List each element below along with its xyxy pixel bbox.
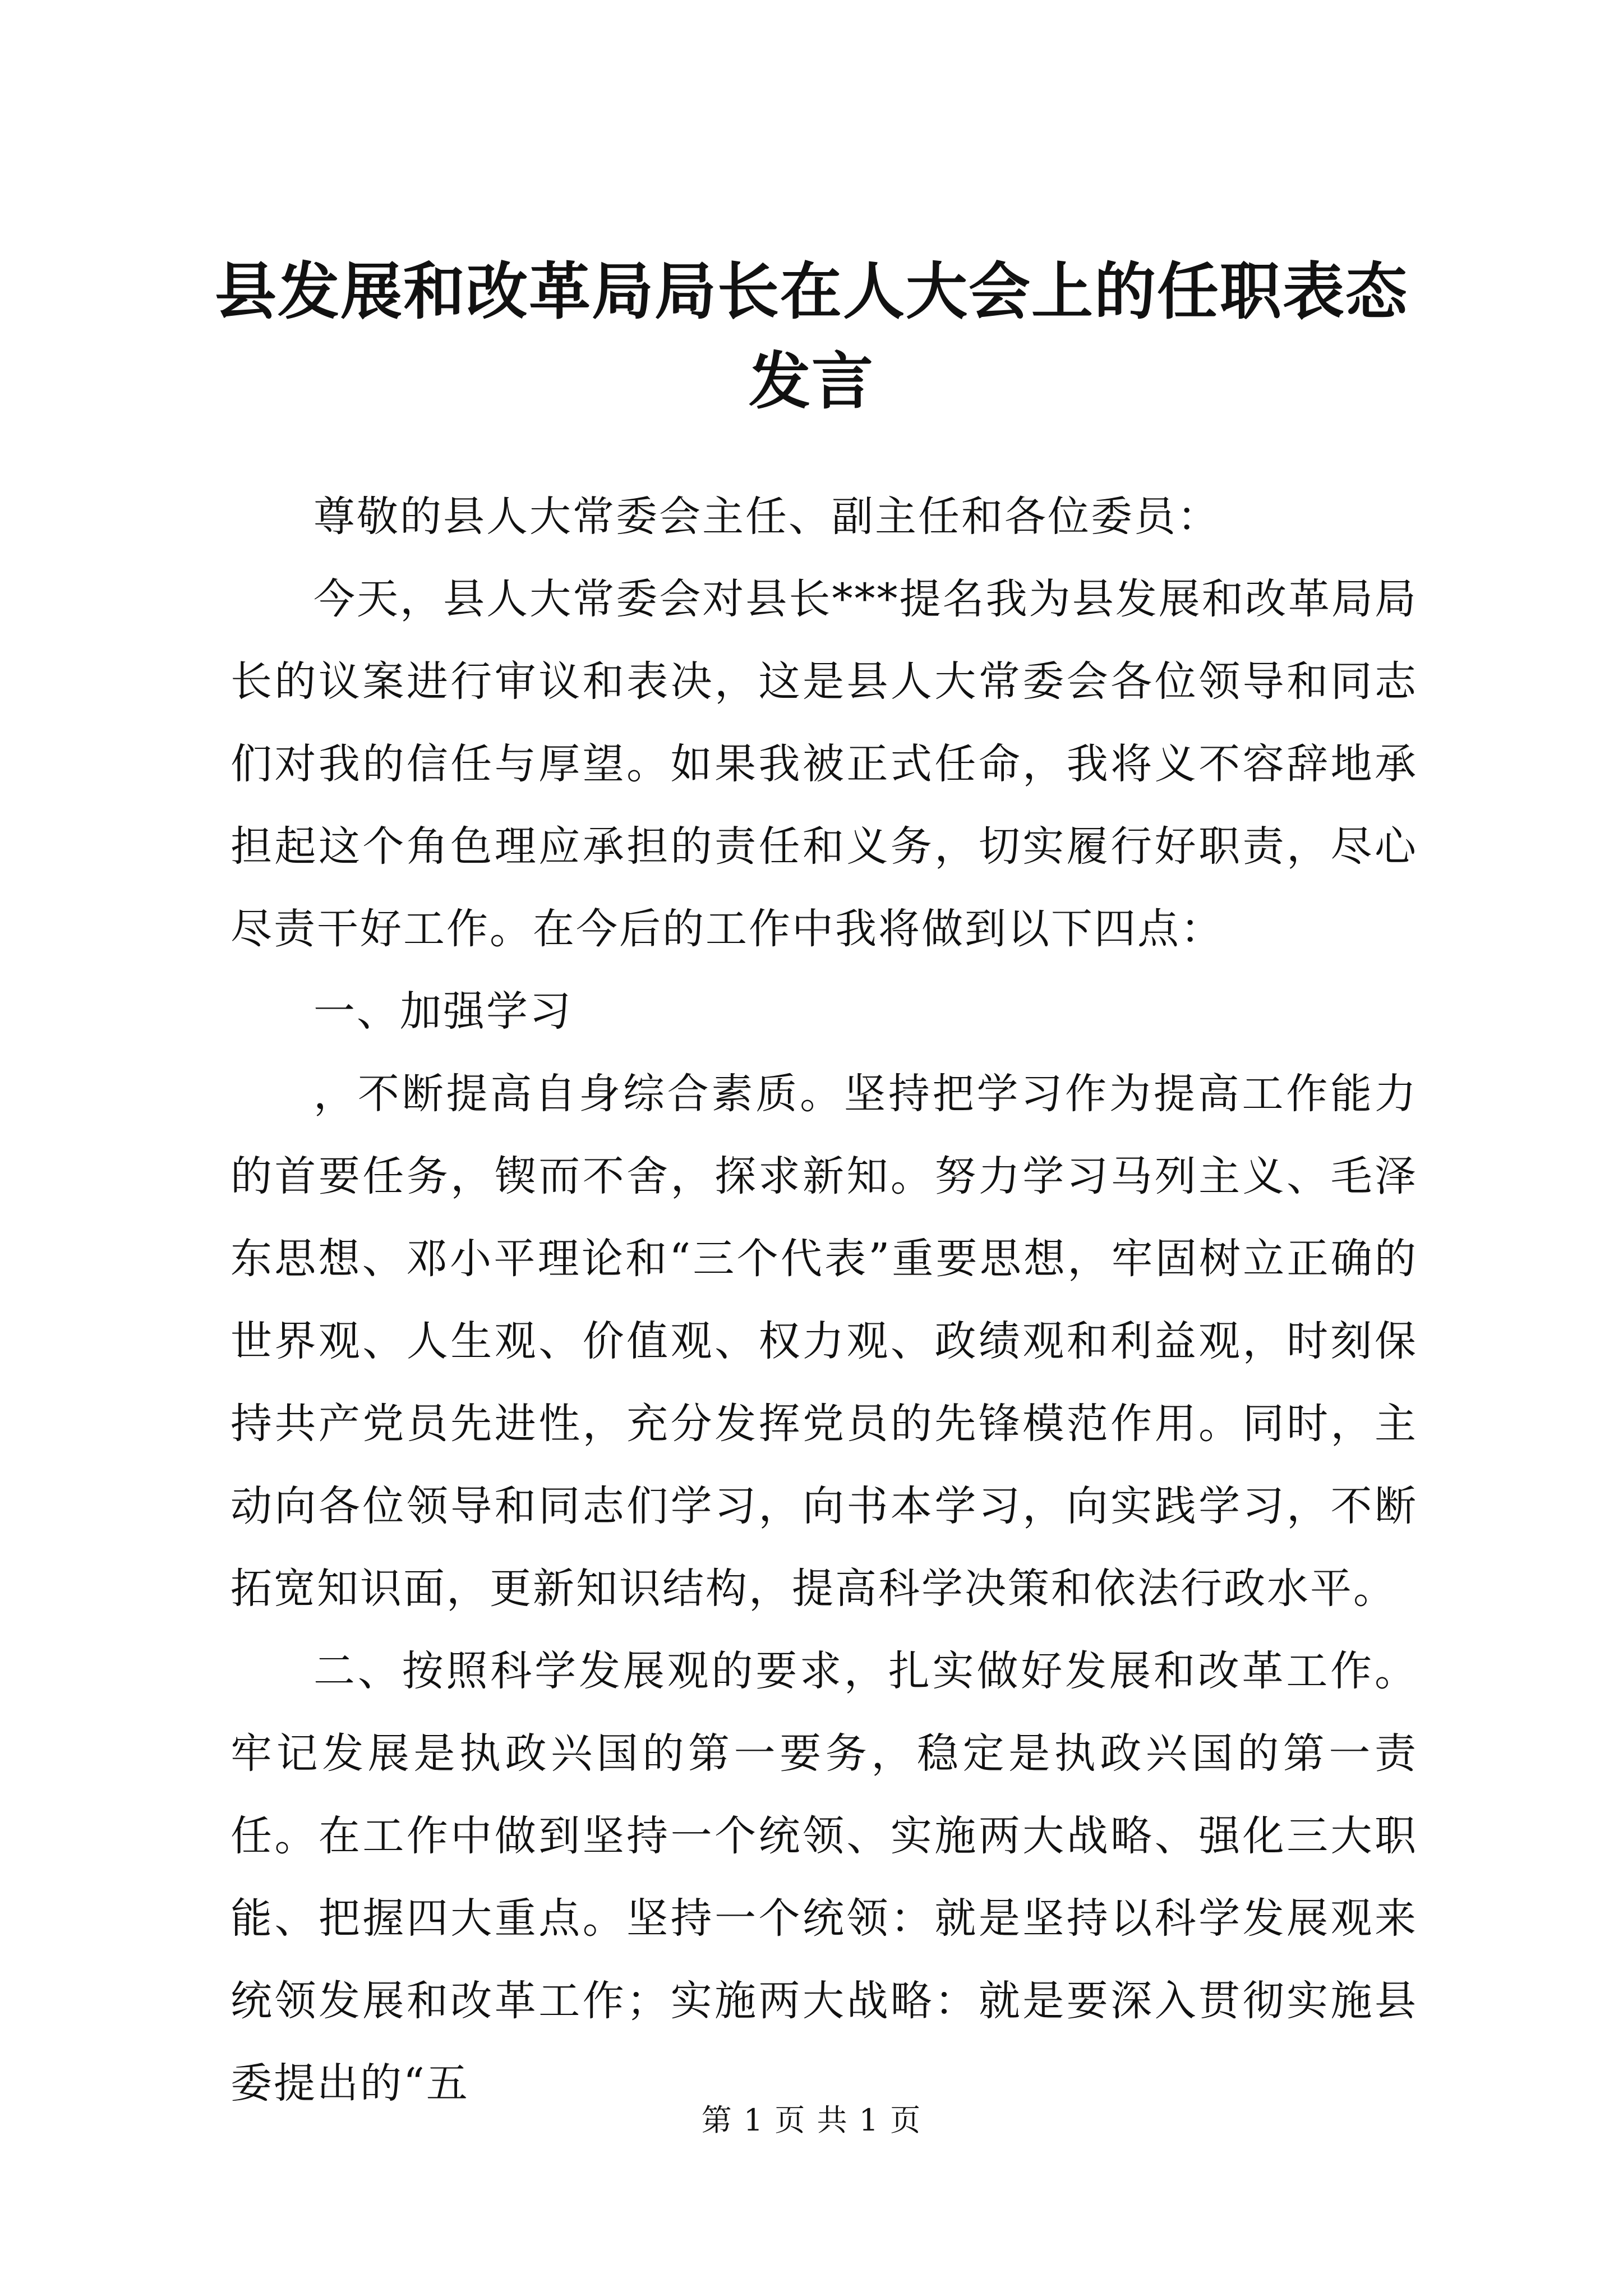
intro-paragraph: 今天，县人大常委会对县长***提名我为县发展和改革局局长的议案进行审议和表决，这是县人大常委会各位领导和同志们对我的信任与厚望。如果我被正式任命，我将义不容辞地承担起这个角色理应承担的责任和义务，切实履行好职责，尽心尽责干好工作。在今后的工作中我将做到以下四点： bbox=[230, 575, 1418, 953]
section-2-paragraph: 二、按照科学发展观的要求，扎实做好发展和改革工作。牢记发展是执政兴国的第一要务，稳定是执政兴国的第一责任。在工作中做到坚持一个统领、实施两大战略、强化三大职能、把握四大重点。坚持一个统领：就是坚持以科学发展观来统领发展和改革工作；实施两大战略：就是要深入贯彻实施县委提出的“五 bbox=[230, 1647, 1418, 2108]
salutation-paragraph: 尊敬的县人大常委会主任、副主任和各位委员： bbox=[313, 493, 1220, 541]
page-number-footer: 第 1 页 共 1 页 bbox=[701, 2102, 922, 2138]
document-title: 县发展和改革局局长在人大会上的任职表态发言 bbox=[215, 255, 1408, 417]
section-heading-1: 一、加强学习 bbox=[313, 987, 573, 1036]
document-body bbox=[230, 476, 1418, 2125]
section-1-paragraph: ，不断提高自身综合素质。坚持把学习作为提高工作能力的首要任务，锲而不舍，探求新知。努力学习马列主义、毛泽东思想、邓小平理论和“三个代表”重要思想，牢固树立正确的世界观、人生观、价值观、权力观、政绩观和利益观，时刻保持共产党员先进性，充分发挥党员的先锋模范作用。同时，主动向各位领导和同志们学习，向书本学习，向实践学习，不断拓宽知识面，更新知识结构，提高科学决策和依法行政水平。 bbox=[230, 1070, 1418, 1613]
